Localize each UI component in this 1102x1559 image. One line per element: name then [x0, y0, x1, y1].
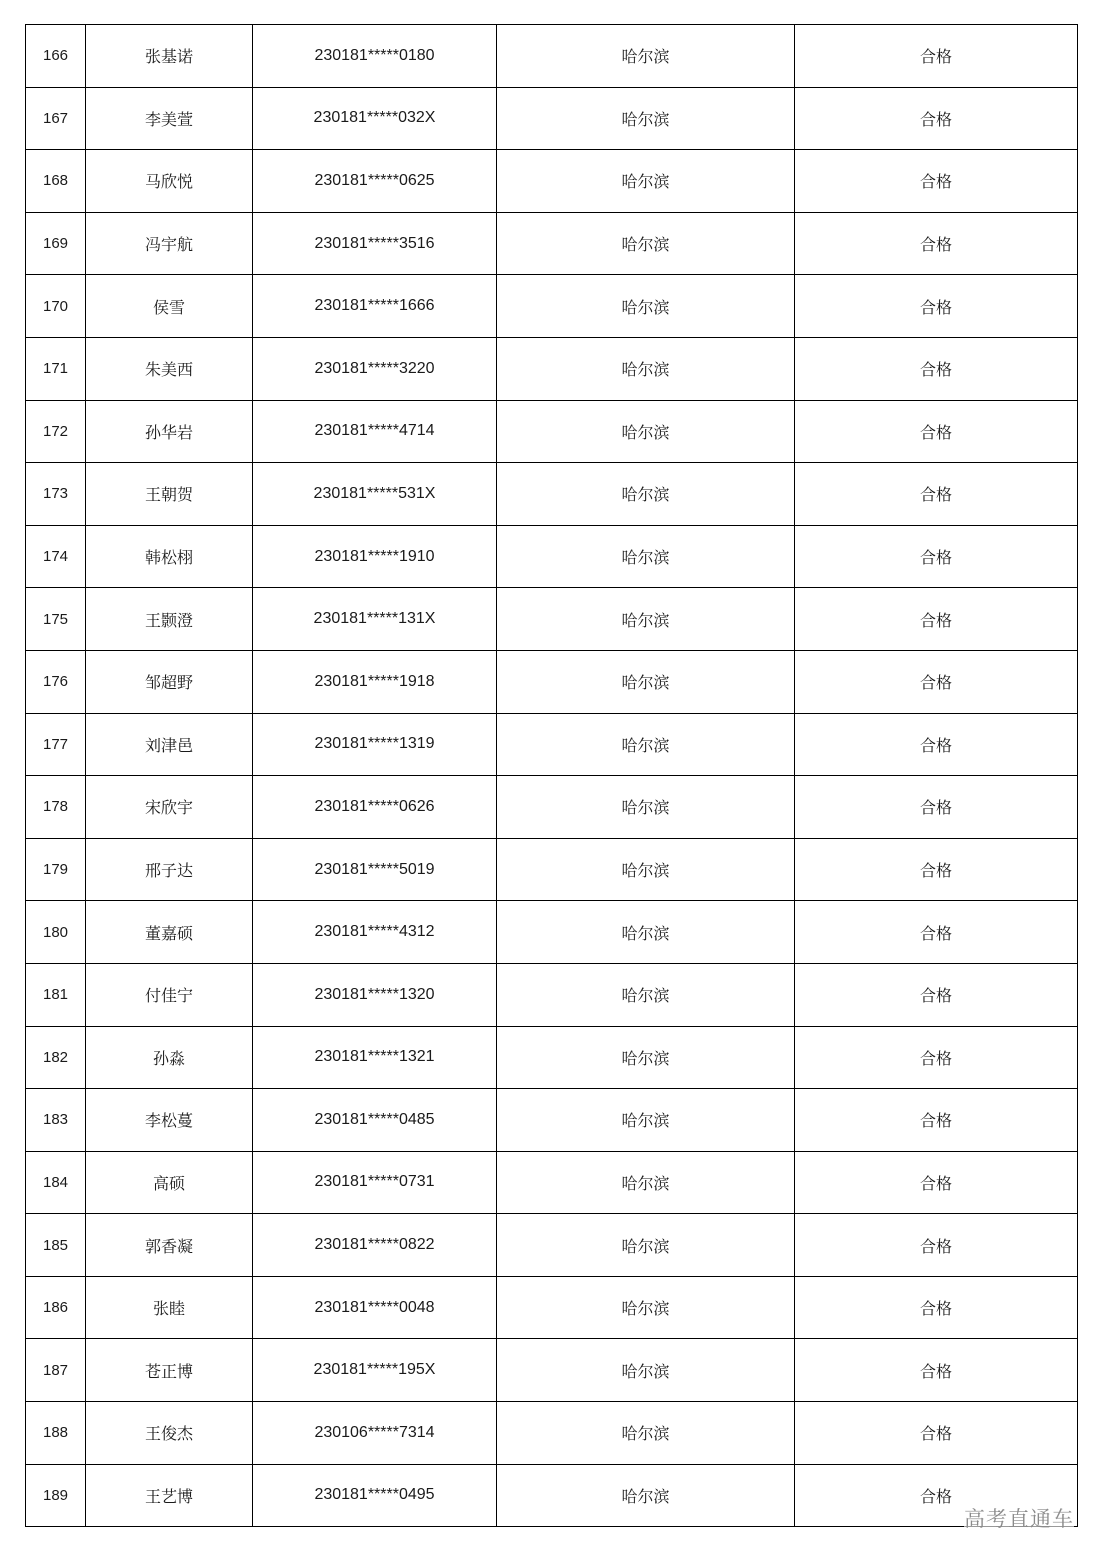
table-row	[26, 400, 1078, 463]
id-number-cell: 230181*****0048	[253, 1276, 497, 1339]
city-cell: 哈尔滨	[497, 1151, 795, 1214]
name-cell: 董嘉硕	[86, 901, 253, 964]
city-cell: 哈尔滨	[497, 1464, 795, 1527]
name-cell: 韩松栩	[86, 525, 253, 588]
result-cell: 合格	[795, 1402, 1078, 1465]
result-cell: 合格	[795, 1026, 1078, 1089]
row-number-cell: 176	[26, 650, 86, 713]
id-number-cell: 230181*****1918	[253, 650, 497, 713]
city-cell: 哈尔滨	[497, 1089, 795, 1152]
row-number-cell: 177	[26, 713, 86, 776]
name-cell: 邢子达	[86, 838, 253, 901]
city-cell: 哈尔滨	[497, 150, 795, 213]
row-number-cell: 168	[26, 150, 86, 213]
table-row	[26, 713, 1078, 776]
id-number-cell: 230181*****0822	[253, 1214, 497, 1277]
city-cell: 哈尔滨	[497, 1026, 795, 1089]
row-number-cell: 181	[26, 963, 86, 1026]
row-number-cell: 187	[26, 1339, 86, 1402]
table-row	[26, 1026, 1078, 1089]
table-row	[26, 1402, 1078, 1465]
watermark: 高考直通车	[964, 1503, 1074, 1533]
result-cell: 合格	[795, 1151, 1078, 1214]
result-cell: 合格	[795, 713, 1078, 776]
name-cell: 孙华岩	[86, 400, 253, 463]
row-number-cell: 173	[26, 463, 86, 526]
city-cell: 哈尔滨	[497, 275, 795, 338]
name-cell: 付佳宁	[86, 963, 253, 1026]
table-row	[26, 1276, 1078, 1339]
city-cell: 哈尔滨	[497, 1276, 795, 1339]
name-cell: 邹超野	[86, 650, 253, 713]
name-cell: 郭香凝	[86, 1214, 253, 1277]
id-number-cell: 230181*****1666	[253, 275, 497, 338]
id-number-cell: 230181*****1319	[253, 713, 497, 776]
table-row	[26, 275, 1078, 338]
row-number-cell: 174	[26, 525, 86, 588]
city-cell: 哈尔滨	[497, 337, 795, 400]
name-cell: 张睦	[86, 1276, 253, 1339]
result-cell: 合格	[795, 1464, 1078, 1527]
city-cell: 哈尔滨	[497, 963, 795, 1026]
name-cell: 刘津邑	[86, 713, 253, 776]
table-row	[26, 650, 1078, 713]
table-row	[26, 525, 1078, 588]
id-number-cell: 230181*****4714	[253, 400, 497, 463]
roster-table-body	[26, 25, 1078, 1527]
name-cell: 冯宇航	[86, 212, 253, 275]
row-number-cell: 186	[26, 1276, 86, 1339]
name-cell: 侯雪	[86, 275, 253, 338]
result-cell: 合格	[795, 1214, 1078, 1277]
id-number-cell: 230181*****0495	[253, 1464, 497, 1527]
table-row	[26, 1464, 1078, 1527]
result-cell: 合格	[795, 87, 1078, 150]
city-cell: 哈尔滨	[497, 400, 795, 463]
result-cell: 合格	[795, 901, 1078, 964]
row-number-cell: 178	[26, 776, 86, 839]
city-cell: 哈尔滨	[497, 1339, 795, 1402]
table-row	[26, 1151, 1078, 1214]
city-cell: 哈尔滨	[497, 87, 795, 150]
result-cell: 合格	[795, 25, 1078, 88]
name-cell: 张基诺	[86, 25, 253, 88]
table-row	[26, 588, 1078, 651]
table-row	[26, 1214, 1078, 1277]
result-cell: 合格	[795, 1276, 1078, 1339]
id-number-cell: 230106*****7314	[253, 1402, 497, 1465]
city-cell: 哈尔滨	[497, 650, 795, 713]
name-cell: 李松蔓	[86, 1089, 253, 1152]
roster-table-container	[25, 24, 1077, 1527]
row-number-cell: 180	[26, 901, 86, 964]
name-cell: 王朝贺	[86, 463, 253, 526]
city-cell: 哈尔滨	[497, 776, 795, 839]
id-number-cell: 230181*****032X	[253, 87, 497, 150]
name-cell: 苍正博	[86, 1339, 253, 1402]
table-row	[26, 150, 1078, 213]
table-row	[26, 901, 1078, 964]
result-cell: 合格	[795, 588, 1078, 651]
row-number-cell: 167	[26, 87, 86, 150]
id-number-cell: 230181*****0731	[253, 1151, 497, 1214]
row-number-cell: 185	[26, 1214, 86, 1277]
result-cell: 合格	[795, 525, 1078, 588]
name-cell: 李美萱	[86, 87, 253, 150]
id-number-cell: 230181*****3220	[253, 337, 497, 400]
city-cell: 哈尔滨	[497, 1214, 795, 1277]
row-number-cell: 172	[26, 400, 86, 463]
table-row	[26, 1089, 1078, 1152]
name-cell: 马欣悦	[86, 150, 253, 213]
id-number-cell: 230181*****531X	[253, 463, 497, 526]
roster-table	[25, 24, 1078, 1527]
result-cell: 合格	[795, 1339, 1078, 1402]
result-cell: 合格	[795, 275, 1078, 338]
table-row	[26, 1339, 1078, 1402]
city-cell: 哈尔滨	[497, 212, 795, 275]
result-cell: 合格	[795, 212, 1078, 275]
row-number-cell: 166	[26, 25, 86, 88]
name-cell: 孙淼	[86, 1026, 253, 1089]
id-number-cell: 230181*****1321	[253, 1026, 497, 1089]
row-number-cell: 170	[26, 275, 86, 338]
id-number-cell: 230181*****0625	[253, 150, 497, 213]
row-number-cell: 182	[26, 1026, 86, 1089]
city-cell: 哈尔滨	[497, 901, 795, 964]
result-cell: 合格	[795, 337, 1078, 400]
id-number-cell: 230181*****195X	[253, 1339, 497, 1402]
result-cell: 合格	[795, 776, 1078, 839]
city-cell: 哈尔滨	[497, 25, 795, 88]
id-number-cell: 230181*****1910	[253, 525, 497, 588]
result-cell: 合格	[795, 400, 1078, 463]
row-number-cell: 184	[26, 1151, 86, 1214]
id-number-cell: 230181*****0626	[253, 776, 497, 839]
row-number-cell: 189	[26, 1464, 86, 1527]
city-cell: 哈尔滨	[497, 588, 795, 651]
id-number-cell: 230181*****5019	[253, 838, 497, 901]
name-cell: 宋欣宇	[86, 776, 253, 839]
table-row	[26, 463, 1078, 526]
row-number-cell: 169	[26, 212, 86, 275]
name-cell: 王颢澄	[86, 588, 253, 651]
table-row	[26, 838, 1078, 901]
row-number-cell: 188	[26, 1402, 86, 1465]
result-cell: 合格	[795, 1089, 1078, 1152]
city-cell: 哈尔滨	[497, 525, 795, 588]
id-number-cell: 230181*****131X	[253, 588, 497, 651]
city-cell: 哈尔滨	[497, 713, 795, 776]
table-row	[26, 87, 1078, 150]
city-cell: 哈尔滨	[497, 463, 795, 526]
row-number-cell: 175	[26, 588, 86, 651]
name-cell: 王俊杰	[86, 1402, 253, 1465]
result-cell: 合格	[795, 463, 1078, 526]
city-cell: 哈尔滨	[497, 1402, 795, 1465]
result-cell: 合格	[795, 650, 1078, 713]
table-row	[26, 963, 1078, 1026]
name-cell: 高硕	[86, 1151, 253, 1214]
result-cell: 合格	[795, 150, 1078, 213]
id-number-cell: 230181*****4312	[253, 901, 497, 964]
result-cell: 合格	[795, 838, 1078, 901]
city-cell: 哈尔滨	[497, 838, 795, 901]
id-number-cell: 230181*****1320	[253, 963, 497, 1026]
id-number-cell: 230181*****0485	[253, 1089, 497, 1152]
result-cell: 合格	[795, 963, 1078, 1026]
id-number-cell: 230181*****3516	[253, 212, 497, 275]
name-cell: 朱美西	[86, 337, 253, 400]
name-cell: 王艺博	[86, 1464, 253, 1527]
id-number-cell: 230181*****0180	[253, 25, 497, 88]
table-row	[26, 212, 1078, 275]
table-row	[26, 776, 1078, 839]
row-number-cell: 171	[26, 337, 86, 400]
table-row	[26, 337, 1078, 400]
row-number-cell: 183	[26, 1089, 86, 1152]
row-number-cell: 179	[26, 838, 86, 901]
table-row	[26, 25, 1078, 88]
